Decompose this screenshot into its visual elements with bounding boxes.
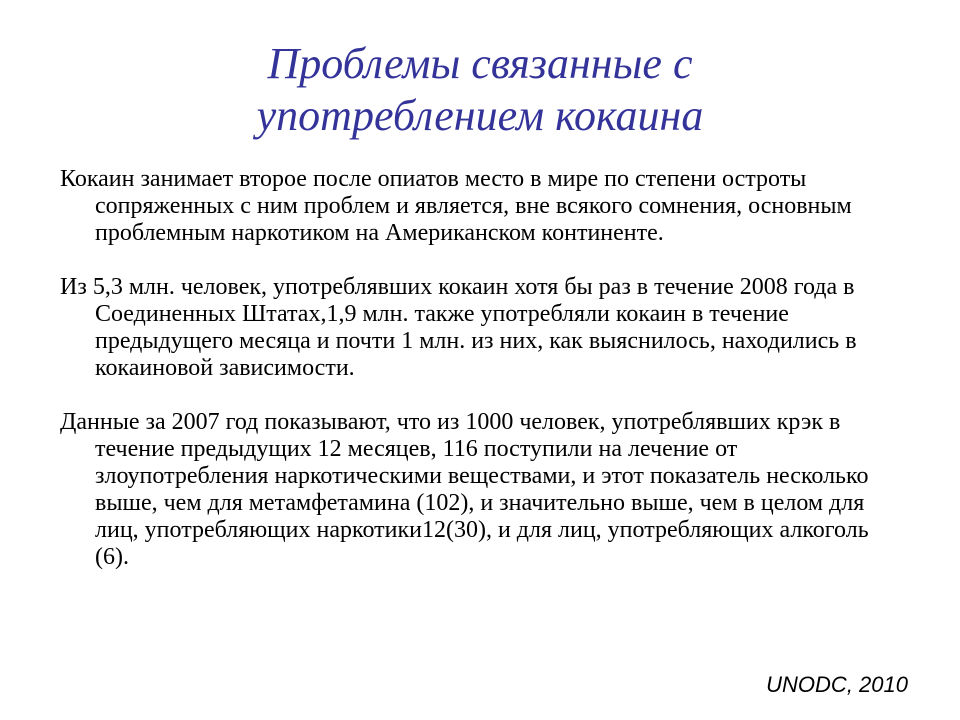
source-citation: UNODC, 2010 [766, 672, 908, 697]
paragraph-1: Кокаин занимает второе после опиатов место в мире по степени остроты сопряженных с ним проблем и является, вне всякого сомнения, основным проблемным наркотиком на Американском континенте. [60, 166, 852, 246]
slide-title-line-1: Проблемы связанные с [267, 39, 693, 88]
paragraph-2: Из 5,3 млн. человек, употреблявших кокаин хотя бы раз в течение 2008 года в Соединенных Штатах,1,9 млн. также употребляли кокаин в течение предыдущего месяца и почти 1 млн. из них, как выяснилось, находились в кокаиновой зависимости. [60, 274, 857, 381]
slide-body [60, 166, 890, 598]
slide-title [0, 38, 960, 142]
paragraph-3: Данные за 2007 год показывают, что из 1000 человек, употреблявших крэк в течение предыдущих 12 месяцев, 116 поступили на лечение от злоупотребления наркотическими веществами, и этот показатель несколько выше, чем для метамфетамина (102), и значительно выше, чем в целом для лиц, употребляющих наркотики12(30), и для лиц, употребляющих алкоголь (6). [60, 409, 869, 570]
slide-title-line-2: употреблением кокаина [256, 91, 704, 140]
